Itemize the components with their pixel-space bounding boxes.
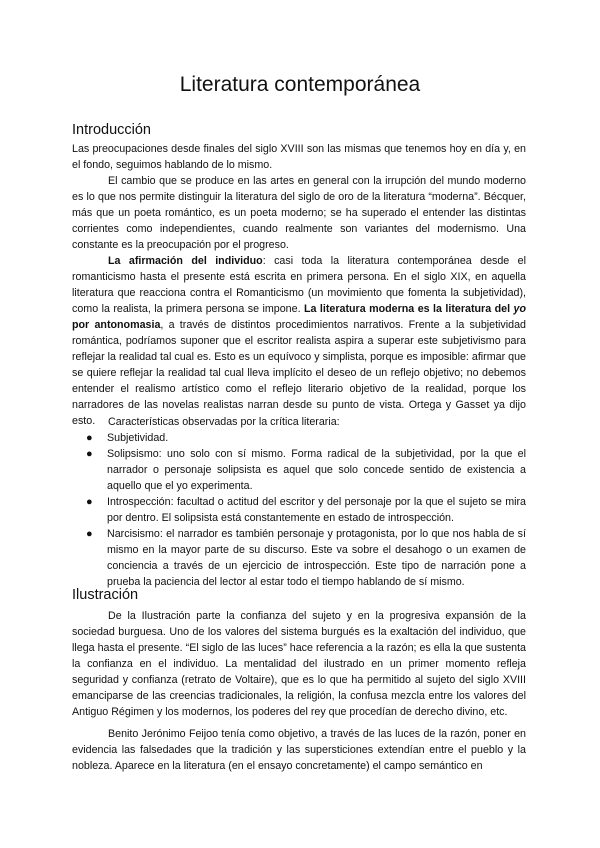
paragraph-ilustracion-1: De la Ilustración parte la confianza del sujeto y en la progresiva expansión de la sociedad burguesa. Uno de los valores del sistema burgués es la exaltación del individuo, que llega hasta el presente. “El siglo de las luces” hace referencia a la razón; es ella la que sustenta la confianza en el individuo. La mentalidad del ilustrado en un primer momento refleja seguridad y confianza (retrato de Voltaire), que es lo que ha permitido al sujeto del siglo XVIII emanciparse de las creencias tradicionales, la religión, la confusa mezcla entre los valores del Antiguo Régimen y los modernos, los poderes del rey que procedían de derecho divino, etc. [72,610,526,718]
paragraph-intro-2: El cambio que se produce en las artes en general con la irrupción del mundo moderno es lo que nos permite distinguir la literatura del siglo de oro de la literatura “moderna”. Bécquer, más que un poeta romántico, es un poeta moderno; se ha superado el entender las distintas corrientes como independientes, cuando realmente son variantes del modernismo. Una constante es la preocupación por el progreso. [72,175,526,251]
bullet-icon: ● [86,432,93,444]
list-item [72,446,526,494]
bullet-icon: ● [86,528,93,540]
list-item-text: Narcisismo: el narrador es también personaje y protagonista, por lo que nos habla de sí mismo en la mayor parte de su discurso. Este va sobre el desahogo o un examen de conciencia a través de un ejercicio de introspección. Este tipo de narración pone a prueba la paciencia del lector al estar todo el tiempo hablando de sí mismo. [107,528,526,588]
bullet-icon: ● [86,496,93,508]
characteristics-list [72,430,526,590]
document-title: Literatura contemporánea [179,73,421,96]
text-afirmacion: : casi toda la literatura contemporánea desde el romanticismo hasta el presente está escrita en primera persona. En el siglo XIX, en aquella literatura que reacciona contra el Romanticismo (un movimiento que fomenta la subjetividad), como la realista, la primera persona se impone. [72,255,526,315]
section-heading-introduccion: Introducción [72,122,151,138]
section-heading-ilustracion: Ilustración [72,587,139,603]
paragraph-intro-4: Características observadas por la crítica literaria: [108,416,340,428]
paragraph-ilustracion-2: Benito Jerónimo Feijoo tenía como objetivo, a través de las luces de la razón, poner en evidencia las falsedades que la tradición y las supersticiones extendían entre el pueblo y la nobleza. Aparece en la literatura (en el ensayo concretamente) el campo semántico en [72,728,526,772]
list-item-text: Introspección: facultad o actitud del escritor y del personaje por la que el sujeto se mira por dentro. El solipsista está constantemente en estado de introspección. [107,496,526,524]
bold-literatura-moderna-b: por antonomasia [72,319,161,331]
list-item [72,526,526,590]
paragraph-intro-1: Las preocupaciones desde finales del siglo XVIII son las mismas que tenemos hoy en día y, en el fondo, seguimos hablando de lo mismo. [72,143,526,171]
italic-yo: yo [513,303,526,315]
bold-afirmacion-individuo: La afirmación del individuo [108,255,263,267]
bullet-icon: ● [86,448,93,460]
list-item [72,430,526,446]
list-item [72,494,526,526]
text-procedimientos: , a través de distintos procedimientos narrativos. Frente a la subjetividad romántica, podríamos suponer que el escritor realista aspira a superar este subjetivismo para reflejar la realidad tal cual es. Esto es un equívoco y simplista, porque es imposible: afirmar que se quiere reflejar la realidad tal cual lleva implícito el deseo de un reflejo objetivo; no debemos entender el realismo artístico como el reflejo literario objetivo de la realidad, porque los narradores de las novelas realistas narran desde su punto de vista. Ortega y Gasset ya dijo esto. [72,319,526,427]
list-item-text: Solipsismo: uno solo con sí mismo. Forma radical de la subjetividad, por la que el narrador o personaje solipsista es aquel que solo concede sentido de existencia a aquello que el yo experimenta. [107,448,526,492]
paragraph-intro-3 [72,253,526,429]
list-item-text: Subjetividad. [107,432,169,444]
bold-literatura-moderna-a: La literatura moderna es la literatura del [304,303,514,315]
